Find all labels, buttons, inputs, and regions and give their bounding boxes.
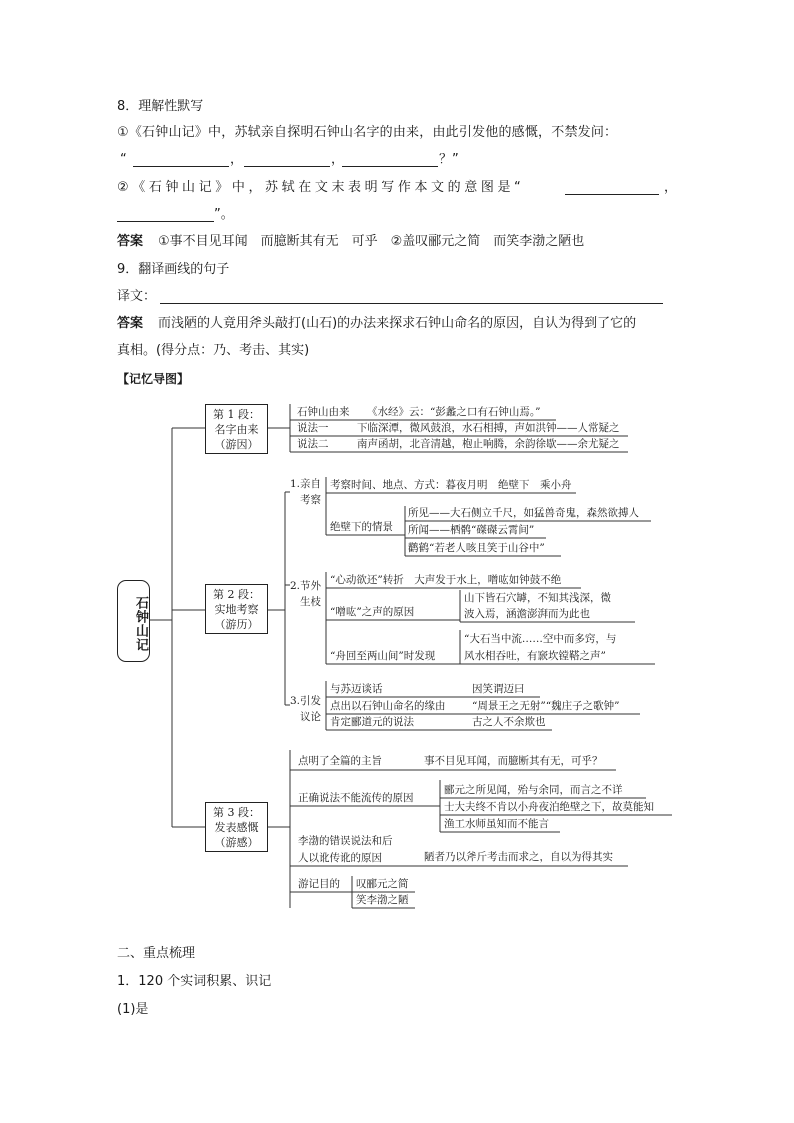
mindmap-p3-box <box>205 802 268 852</box>
p2-s1-tail: 考察 <box>300 494 321 506</box>
mindmap-p3-label: 第 3 段：发表感慨（游感） <box>213 806 260 849</box>
mindmap-heading: 【记忆导图】 <box>117 372 190 386</box>
q8-l4-end: ”。 <box>214 207 234 222</box>
p3-a-label: 点明了全篇的主旨 <box>298 755 382 767</box>
q9-answer-label: 答案 <box>117 316 144 331</box>
p1-r1-label: 石钟山由来 <box>297 406 350 418</box>
p2-s2-c2: 风水相吞吐，有窾坎镗鞳之声” <box>464 650 606 662</box>
p2-s3-c-text: 古之人不余欺也 <box>472 716 546 728</box>
p1-r2-text: 下临深潭，微风鼓浪，水石相搏，声如洪钟——人常疑之 <box>357 422 620 434</box>
p2-s3-a-label: 与苏迈谈话 <box>330 683 383 695</box>
p2-s2-c-label: “舟回至两山间”时发现 <box>330 650 436 662</box>
q8-line3: ②《石钟山记》中，苏轼在文末表明写作本文的意图是“ <box>117 180 525 195</box>
p3-d1: 叹郦元之简 <box>356 878 409 890</box>
p2-s1-b2: 所闻——栖鹘“磔磔云霄间” <box>408 524 535 536</box>
section2-item1: 1．120 个实词积累、识记 <box>117 974 272 989</box>
p3-c-label2: 人以讹传讹的原因 <box>298 852 382 864</box>
mindmap-p1-box <box>205 404 268 454</box>
p2-s1-b3: 鹳鹤“若老人咳且笑于山谷中” <box>408 542 545 554</box>
p1-r3-text: 南声函胡，北音清越，枹止响腾，余韵徐歇——余尤疑之 <box>357 438 620 450</box>
p3-c-label1: 李渤的错误说法和后 <box>298 835 393 847</box>
p2-s1-a: 考察时间、地点、方式：暮夜月明 绝壁下 乘小舟 <box>330 479 572 491</box>
p3-d2: 笑李渤之陋 <box>356 894 409 906</box>
q9-answer-line1: 而浅陋的人竟用斧头敲打(山石)的办法来探求石钟山命名的原因，自认为得到了它的 <box>158 316 637 331</box>
mindmap-root <box>117 580 150 662</box>
q8-l2-comma1: ， <box>230 152 244 167</box>
mindmap-p1-label: 第 1 段：名字由来（游因） <box>213 408 260 451</box>
p3-d-label: 游记目的 <box>298 878 340 890</box>
q9-answer-line2: 真相。(得分点：乃、考击、其实) <box>117 343 310 358</box>
p3-c-text: 陋者乃以斧斤考击而求之，自以为得其实 <box>424 851 613 863</box>
q8-answer-label: 答案 <box>117 234 144 249</box>
p2-s2-b1: 山下皆石穴罅，不知其浅深，微 <box>464 592 611 604</box>
q8-line1: ①《石钟山记》中，苏轼亲自探明石钟山名字的由来，由此引发他的感慨，不禁发问： <box>117 125 618 140</box>
p2-s2-tail: 生枝 <box>300 596 321 608</box>
mindmap-p2-box <box>205 584 268 634</box>
p2-s2-b2: 波入焉，涵澹澎湃而为此也 <box>464 608 590 620</box>
q8-l3-comma: ， <box>664 180 678 195</box>
q8-l2-open: “ <box>120 152 127 167</box>
q8-answer-text: ①事不目见耳闻 而臆断其有无 可乎 ②盖叹郦元之简 而笑李渤之陋也 <box>158 234 585 249</box>
q9-yiwen-label: 译文： <box>117 289 157 304</box>
p2-s3-b-label: 点出以石钟山命名的缘由 <box>330 700 446 712</box>
p2-s2-a: “心动欲还”转折 大声发于水上，噌吰如钟鼓不绝 <box>330 574 562 586</box>
q8-l2-comma2: ， <box>331 152 345 167</box>
mindmap-root-label: 石钟山记 <box>133 595 148 652</box>
p2-s3-c-label: 肯定郦道元的说法 <box>330 716 414 728</box>
p1-r1-text: 《水经》云：“彭蠡之口有石钟山焉。” <box>367 406 541 418</box>
p1-r2-label: 说法一 <box>297 422 329 434</box>
q9-title: 9．翻译画线的句子 <box>117 262 230 277</box>
p2-s1-b1: 所见——大石侧立千尺，如猛兽奇鬼，森然欲搏人 <box>408 507 639 519</box>
p3-b-label: 正确说法不能流传的原因 <box>298 792 414 804</box>
q8-l2-end: ？” <box>439 152 459 167</box>
mindmap-p2-label: 第 2 段：实地考察（游历） <box>213 588 260 631</box>
p3-b2: 士大夫终不肯以小舟夜泊绝壁之下，故莫能知 <box>444 801 654 813</box>
p2-s3-b-text: “周景王之无射”“魏庄子之歌钟” <box>472 700 620 712</box>
p2-s3-tail: 议论 <box>300 711 321 723</box>
p2-s3-num: 3.引发 <box>290 695 322 707</box>
p3-b3: 渔工水师虽知而不能言 <box>444 818 549 830</box>
q8-title: 8．理解性默写 <box>117 99 204 114</box>
section2-title: 二、重点梳理 <box>117 946 196 961</box>
p2-s3-a-text: 因笑谓迈曰 <box>472 683 525 695</box>
p3-a-text: 事不目见耳闻，而臆断其有无，可乎？ <box>424 755 603 767</box>
p2-s1-b-label: 绝壁下的情景 <box>330 521 393 533</box>
p3-b1: 郦元之所见闻，殆与余同，而言之不详 <box>444 784 623 796</box>
p2-s2-c1: “大石当中流……空中而多窍，与 <box>464 633 617 645</box>
section2-item1-sub: (1)是 <box>117 1002 149 1017</box>
p2-s2-b-label: “噌吰”之声的原因 <box>330 606 415 618</box>
p2-s2-num: 2.节外 <box>290 580 322 592</box>
p1-r3-label: 说法二 <box>297 438 329 450</box>
p2-s1-num: 1.亲自 <box>290 478 322 490</box>
